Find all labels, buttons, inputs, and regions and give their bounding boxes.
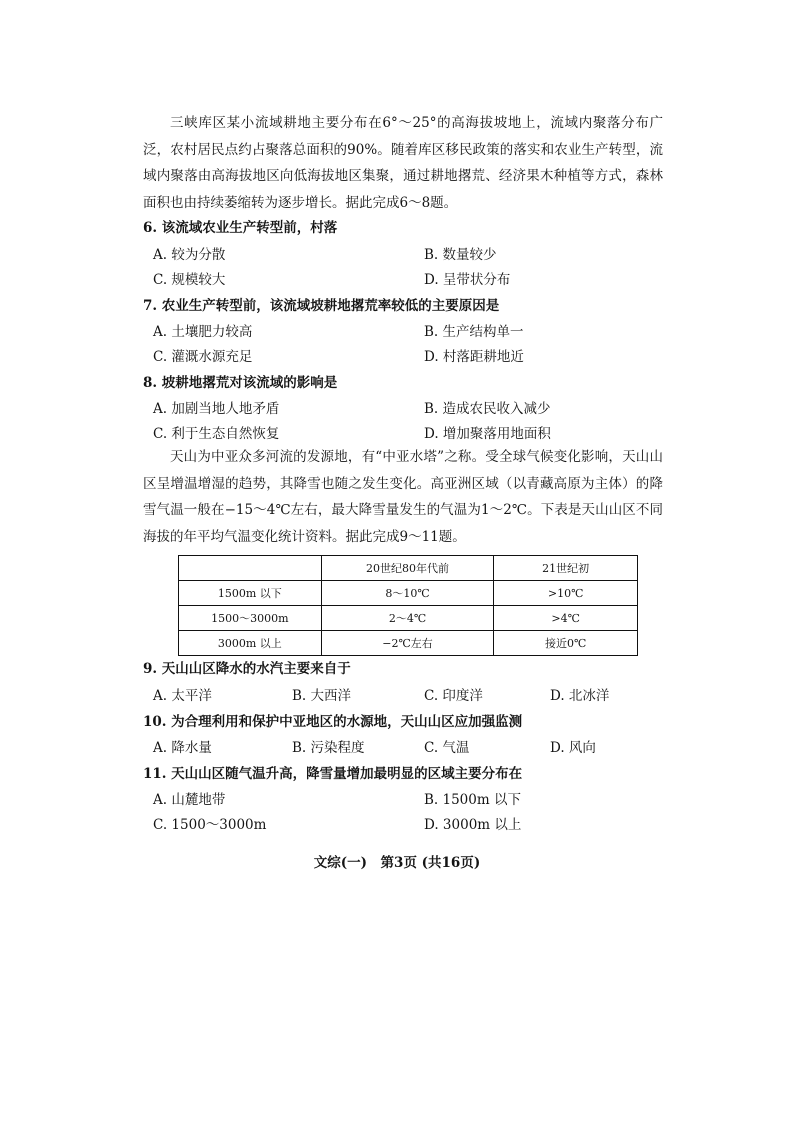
q8-option-a[interactable]: A. 加剧当地人地矛盾 (153, 401, 280, 417)
q7-option-a[interactable]: A. 土壤肥力较高 (153, 324, 253, 340)
table-cell: 1500～3000m (179, 606, 322, 631)
q10-option-c[interactable]: C. 气温 (424, 740, 470, 756)
q7-option-d[interactable]: D. 村落距耕地近 (424, 349, 524, 365)
table-header-cell: 21世纪初 (494, 556, 638, 581)
passage-three-gorges: 三峡库区某小流域耕地主要分布在6°～25°的高海拔坡地上，流域内聚落分布广泛，农村居民点约占聚落总面积的90%。随着库区移民政策的落实和农业生产转型，流域内聚落由高海拔地区向低海拔地区集聚，通过耕地撂荒、经济果木种植等方式，森林面积也由持续萎缩转为逐步增长。据此完成6～8题。 (143, 115, 663, 211)
q6-option-a[interactable]: A. 较为分散 (153, 247, 226, 263)
table-row (179, 631, 638, 656)
table-cell: −2℃左右 (321, 631, 494, 656)
q11-option-c[interactable]: C. 1500～3000m (153, 817, 267, 833)
question-9-stem: 9. 天山山区降水的水汽主要来自于 (143, 661, 351, 677)
table-cell: 3000m 以上 (179, 631, 322, 656)
q9-option-b[interactable]: B. 大西洋 (292, 688, 352, 704)
q9-option-a[interactable]: A. 太平洋 (153, 688, 212, 704)
question-7-stem: 7. 农业生产转型前，该流域坡耕地撂荒率较低的主要原因是 (143, 298, 500, 314)
table-cell: >10℃ (494, 581, 638, 606)
q10-option-d[interactable]: D. 风向 (550, 740, 596, 756)
question-10-stem: 10. 为合理利用和保护中亚地区的水源地，天山山区应加强监测 (143, 714, 523, 730)
q11-option-b[interactable]: B. 1500m 以下 (424, 792, 521, 808)
table-header-cell: 20世纪80年代前 (321, 556, 494, 581)
q11-option-a[interactable]: A. 山麓地带 (153, 792, 226, 808)
q9-option-c[interactable]: C. 印度洋 (424, 688, 483, 704)
q7-option-b[interactable]: B. 生产结构单一 (424, 324, 524, 340)
q8-option-d[interactable]: D. 增加聚落用地面积 (424, 426, 551, 442)
table-row (179, 581, 638, 606)
q11-option-d[interactable]: D. 3000m 以上 (424, 817, 522, 833)
table-header-row (179, 556, 638, 581)
q9-option-d[interactable]: D. 北冰洋 (550, 688, 610, 704)
table-cell: 接近0℃ (494, 631, 638, 656)
table-cell: >4℃ (494, 606, 638, 631)
q10-option-b[interactable]: B. 污染程度 (292, 740, 365, 756)
passage-tianshan: 天山为中亚众多河流的发源地，有“中亚水塔”之称。受全球气候变化影响，天山山区呈增温增湿的趋势，其降雪也随之发生变化。高亚洲区域（以青藏高原为主体）的降雪气温一般在−15～4℃左右，最大降雪量发生的气温为1～2℃。下表是天山山区不同海拔的年平均气温变化统计资料。据此完成9～11题。 (143, 449, 663, 545)
q8-option-b[interactable]: B. 造成农民收入减少 (424, 401, 551, 417)
q6-option-b[interactable]: B. 数量较少 (424, 247, 497, 263)
table-header-cell (179, 556, 322, 581)
q8-option-c[interactable]: C. 利于生态自然恢复 (153, 426, 280, 442)
question-8-stem: 8. 坡耕地撂荒对该流域的影响是 (143, 375, 338, 391)
q7-option-c[interactable]: C. 灌溉水源充足 (153, 349, 253, 365)
table-cell: 1500m 以下 (179, 581, 322, 606)
page-footer: 文综(一) 第3页 (共16页) (313, 855, 481, 871)
table-cell: 8～10℃ (321, 581, 494, 606)
question-11-stem: 11. 天山山区随气温升高，降雪量增加最明显的区域主要分布在 (143, 766, 523, 782)
q6-option-c[interactable]: C. 规模较大 (153, 272, 226, 288)
question-6-stem: 6. 该流域农业生产转型前，村落 (143, 220, 338, 236)
q6-option-d[interactable]: D. 呈带状分布 (424, 272, 511, 288)
table-cell: 2～4℃ (321, 606, 494, 631)
q10-option-a[interactable]: A. 降水量 (153, 740, 212, 756)
table-row (179, 606, 638, 631)
temperature-table (178, 555, 638, 656)
